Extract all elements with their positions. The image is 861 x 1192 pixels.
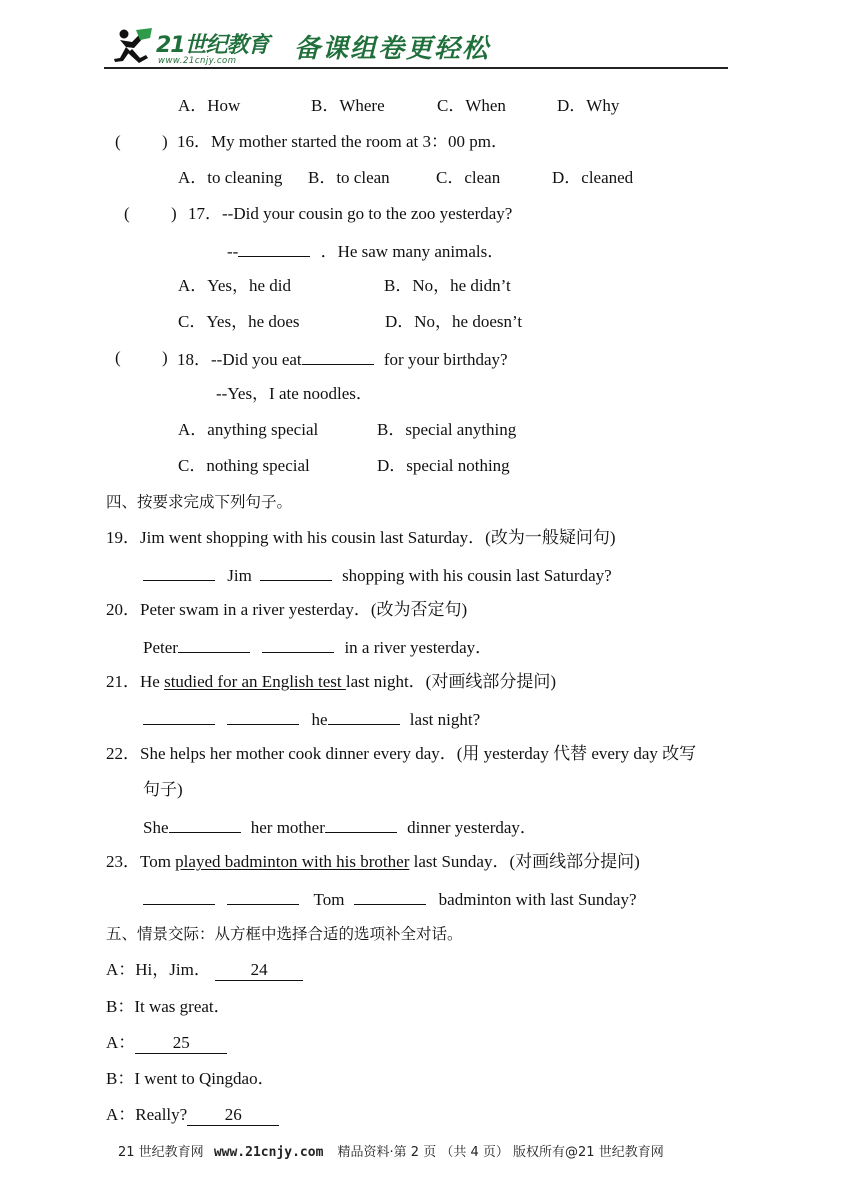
q17-answer-line bbox=[227, 240, 504, 262]
q15-option-c: C．When bbox=[437, 96, 506, 115]
q23-underlined: played badminton with his brother bbox=[175, 852, 410, 871]
blank bbox=[238, 240, 310, 257]
answer-paren-close: ) bbox=[162, 132, 168, 151]
footer-site: 21 世纪教育网 bbox=[118, 1145, 204, 1160]
q19-question: 19．Jim went shopping with his cousin last Saturday．(改为一般疑问句) bbox=[106, 528, 616, 547]
blank-number bbox=[135, 1033, 227, 1054]
q20-word: Peter bbox=[143, 638, 178, 657]
q18-question-start: 18．--Did you eat bbox=[177, 350, 302, 369]
dialogue-line: B：It was great． bbox=[106, 997, 231, 1016]
answer-paren-open: ( bbox=[115, 132, 121, 151]
q17-option-b: B．No，he didn’t bbox=[384, 276, 511, 295]
logo-text: 21世纪教育 bbox=[156, 33, 269, 58]
q23-word: Tom bbox=[313, 890, 345, 909]
answer-paren-close: ) bbox=[162, 348, 168, 367]
section-5-title: 五、情景交际：从方框中选择合适的选项补全对话。 bbox=[106, 925, 463, 943]
blank bbox=[260, 564, 332, 581]
blank bbox=[262, 636, 334, 653]
page-header bbox=[104, 24, 728, 72]
dialogue-line-26 bbox=[106, 1105, 279, 1126]
section-4-title: 四、按要求完成下列句子。 bbox=[106, 493, 293, 511]
blank-number bbox=[215, 960, 303, 981]
q17-option-a: A．Yes，he did bbox=[178, 276, 292, 295]
blank-number-label: 24 bbox=[250, 960, 268, 979]
q22-word-2: her mother bbox=[250, 818, 325, 837]
q18-option-c: C．nothing special bbox=[178, 456, 310, 475]
answer-paren-open: ( bbox=[115, 348, 121, 367]
blank bbox=[354, 888, 426, 905]
q17-answer-suffix: ．He saw many animals． bbox=[320, 242, 505, 261]
blank bbox=[169, 816, 241, 833]
q17-answer-prefix: -- bbox=[227, 242, 239, 261]
q21-question bbox=[106, 672, 556, 692]
q23-rest: badminton with last Sunday? bbox=[438, 890, 637, 909]
dialogue-text: A：Really? bbox=[106, 1105, 188, 1124]
dialogue-line-24 bbox=[106, 960, 303, 981]
q20-answer-line bbox=[143, 636, 492, 658]
q16-option-a: A．to cleaning bbox=[178, 168, 283, 187]
q20-question: 20．Peter swam in a river yesterday．(改为否定句) bbox=[106, 600, 468, 619]
blank bbox=[143, 708, 215, 725]
q21-end: last night．(对画线部分提问) bbox=[345, 672, 556, 691]
answer-paren-open: ( bbox=[124, 204, 130, 223]
blank bbox=[143, 888, 215, 905]
blank-number-label: 25 bbox=[172, 1033, 190, 1052]
blank-number bbox=[187, 1105, 279, 1126]
q15-option-d: D．Why bbox=[557, 96, 620, 115]
q22-question-cont: 句子) bbox=[143, 780, 183, 799]
q15-option-b: B．Where bbox=[311, 96, 385, 115]
blank bbox=[302, 348, 374, 365]
q20-rest: in a river yesterday． bbox=[344, 638, 493, 657]
q22-rest: dinner yesterday． bbox=[407, 818, 537, 837]
header-divider bbox=[104, 67, 728, 69]
blank bbox=[227, 708, 299, 725]
q15-option-a: A．How bbox=[178, 96, 241, 115]
q23-answer-line bbox=[143, 888, 637, 910]
q18-option-a: A．anything special bbox=[178, 420, 319, 439]
q19-answer-line bbox=[143, 564, 612, 586]
dialogue-text: A：Hi，Jim． bbox=[106, 960, 211, 979]
dialogue-line: B：I went to Qingdao． bbox=[106, 1069, 275, 1088]
q22-word-1: She bbox=[143, 818, 169, 837]
page-footer bbox=[118, 1141, 664, 1160]
q16-option-c: C．clean bbox=[436, 168, 501, 187]
blank bbox=[328, 708, 400, 725]
q22-question: 22．She helps her mother cook dinner every day．(用 yesterday 代替 every day 改写 bbox=[106, 744, 697, 763]
q23-question bbox=[106, 852, 640, 872]
footer-info: 精品资料·第 2 页 （共 4 页） 版权所有@21 世纪教育网 bbox=[337, 1145, 664, 1160]
dialogue-line-25 bbox=[106, 1033, 227, 1054]
runner-logo-icon bbox=[110, 28, 154, 64]
blank bbox=[143, 564, 215, 581]
q16-option-d: D．cleaned bbox=[552, 168, 634, 187]
q16-option-b: B．to clean bbox=[308, 168, 390, 187]
q19-rest: shopping with his cousin last Saturday? bbox=[342, 566, 612, 585]
q17-option-c: C．Yes，he does bbox=[178, 312, 300, 331]
blank bbox=[325, 816, 397, 833]
q21-start: 21．He bbox=[106, 672, 165, 691]
q23-start: 23．Tom bbox=[106, 852, 176, 871]
logo-url: www.21cnjy.com bbox=[158, 56, 237, 66]
blank-number-label: 26 bbox=[224, 1105, 242, 1124]
q22-answer-line bbox=[143, 816, 537, 838]
q18-answer: --Yes，I ate noodles． bbox=[216, 384, 373, 403]
q21-underlined: studied for an English test bbox=[164, 672, 346, 691]
blank bbox=[227, 888, 299, 905]
q21-answer-line bbox=[143, 708, 480, 730]
q21-word: he bbox=[311, 710, 328, 729]
q17-option-d: D．No，he doesn’t bbox=[385, 312, 523, 331]
q18-question bbox=[177, 348, 508, 370]
q18-question-end: for your birthday? bbox=[383, 350, 508, 369]
header-slogan: 备课组卷更轻松 bbox=[294, 34, 491, 64]
q23-end: last Sunday．(对画线部分提问) bbox=[409, 852, 640, 871]
footer-url[interactable]: www.21cnjy.com bbox=[213, 1145, 324, 1160]
q19-word: Jim bbox=[227, 566, 252, 585]
q16-question: 16．My mother started the room at 3：00 pm． bbox=[177, 132, 508, 151]
q17-question: 17．--Did your cousin go to the zoo yesterday? bbox=[188, 204, 513, 223]
q18-option-d: D．special nothing bbox=[377, 456, 510, 475]
answer-paren-close: ) bbox=[171, 204, 177, 223]
q21-rest: last night? bbox=[409, 710, 481, 729]
blank bbox=[178, 636, 250, 653]
dialogue-text: A： bbox=[106, 1033, 136, 1052]
q18-option-b: B．special anything bbox=[377, 420, 517, 439]
